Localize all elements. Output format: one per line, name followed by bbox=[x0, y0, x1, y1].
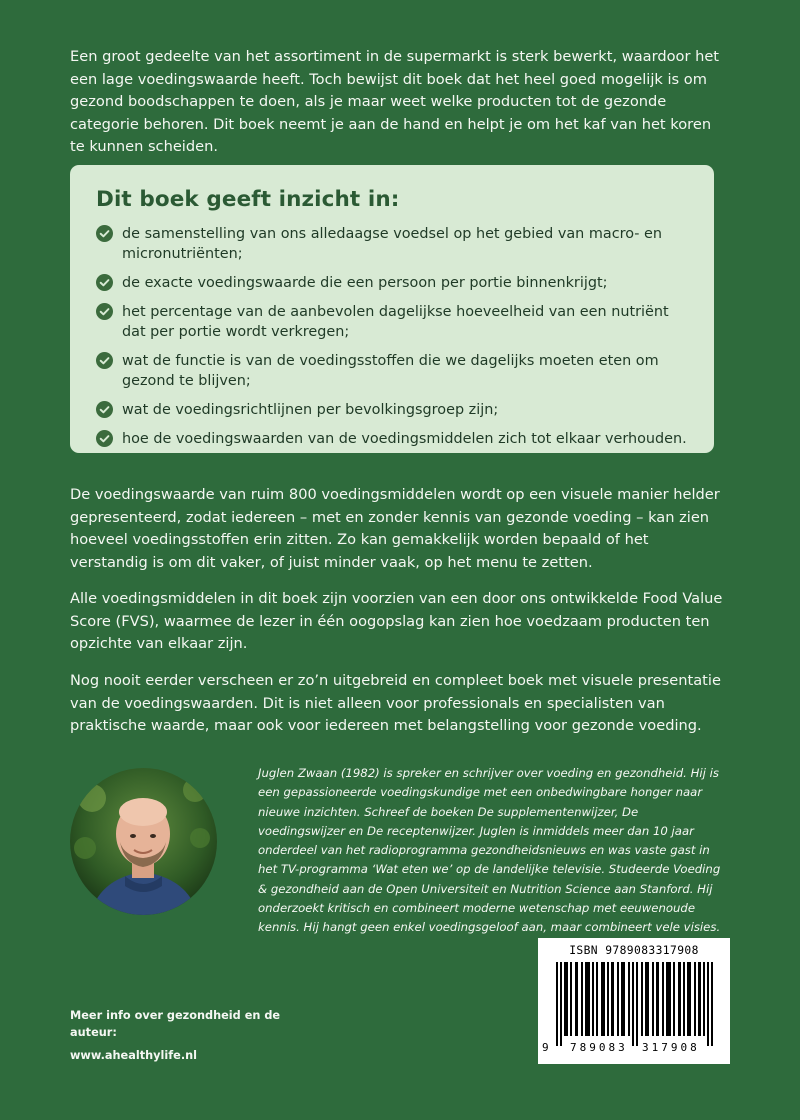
isbn-digit-first: 9 bbox=[542, 1041, 549, 1054]
insight-text: de samenstelling van ons alledaagse voedsel op het gebied van macro- en micronutriënten; bbox=[122, 226, 663, 262]
fvs-paragraph: Alle voedingsmiddelen in dit boek zijn voorzien van een door ons ontwikkelde Food Value Score (FVS), waarmee de lezer in één oogopslag kan zien hoe voedzaam producten ten opzichte van elkaar zijn. bbox=[70, 590, 723, 652]
website-link[interactable]: www.ahealthylife.nl bbox=[70, 1049, 198, 1062]
author-bio: Juglen Zwaan (1982) is spreker en schrijver over voeding en gezondheid. Hij is een gepassioneerde voedingskundige met een onbedwingbare honger naar nieuwe inzichten. Schreef de boeken De supplementenwijzer, De voedingswijzer en De receptenwijzer. Juglen is inmiddels meer dan 10 jaar onderdeel van het radioprogramma gezondheidsnieuws en was vaste gast in het TV-programma ‘Wat eten we’ op de landelijke televisie. Studeerde Voeding & gezondheid aan de Open Universiteit en Nutrition Science aan Stanford. Hij onderzoekt kritisch en combineert moderne wetenschap met eeuwenoude kennis. Hij hangt geen enkel voedingsgeloof aan, maar combineert vele visies. bbox=[258, 766, 721, 935]
insight-text: de exacte voedingswaarde die een persoon per portie binnenkrijgt; bbox=[122, 275, 608, 291]
intro-paragraph: Een groot gedeelte van het assortiment in de supermarkt is sterk bewerkt, waardoor het een lage voedingswaarde heeft. Toch bewijst dit boek dat het heel goed mogelijk is om gezond boodschappen te doen, als je maar weet welke producten tot de gezonde categorie behoren. Dit boek neemt je aan de hand en helpt je om het kaf van het koren te kunnen scheiden. bbox=[70, 48, 720, 155]
closing-paragraph: Nog nooit eerder verscheen er zo’n uitgebreid en compleet boek met visuele presentatie van de voedingswaarden. Dit is niet alleen voor professionals en specialisten van praktische waarde, maar ook voor iedereen met belangstelling voor gezonde voeding. bbox=[70, 672, 721, 734]
check-circle-icon bbox=[96, 430, 113, 447]
insight-item bbox=[96, 273, 688, 293]
insight-text: wat de functie is van de voedingsstoffen die we dagelijks moeten eten om gezond te blijven; bbox=[122, 353, 659, 389]
isbn-digits-left: 789083 bbox=[570, 1041, 628, 1054]
insight-item bbox=[96, 302, 688, 342]
insight-text: wat de voedingsrichtlijnen per bevolkingsgroep zijn; bbox=[122, 402, 499, 418]
insight-item bbox=[96, 429, 688, 449]
check-circle-icon bbox=[96, 225, 113, 242]
insight-list bbox=[96, 224, 688, 449]
barcode-bars bbox=[544, 962, 724, 1046]
isbn-digits-right: 317908 bbox=[642, 1041, 700, 1054]
insight-title: Dit boek geeft inzicht in: bbox=[96, 187, 400, 212]
insight-item bbox=[96, 400, 688, 420]
more-info-text: Meer info over gezondheid en de auteur: bbox=[70, 1009, 281, 1039]
isbn-label: ISBN 9789083317908 bbox=[569, 944, 699, 957]
insight-text: het percentage van de aanbevolen dagelijkse hoeveelheid van een nutriënt dat per portie wordt verkregen; bbox=[122, 304, 669, 340]
insight-box bbox=[70, 165, 714, 453]
description-paragraph: De voedingswaarde van ruim 800 voedingsmiddelen wordt op een visuele manier helder gepresenteerd, zodat iedereen – met en zonder kennis van gezonde voeding – kan zien hoeveel voedingsstoffen erin zitten. Zo kan gemakkelijk worden bepaald of het verstandig is om dit vaker, of juist minder vaak, op het menu te zetten. bbox=[70, 486, 720, 571]
check-circle-icon bbox=[96, 274, 113, 291]
isbn-barcode bbox=[538, 938, 730, 1064]
check-circle-icon bbox=[96, 401, 113, 418]
author-photo bbox=[70, 768, 217, 915]
insight-item bbox=[96, 224, 688, 264]
check-circle-icon bbox=[96, 352, 113, 369]
check-circle-icon bbox=[96, 303, 113, 320]
insight-text: hoe de voedingswaarden van de voedingsmiddelen zich tot elkaar verhouden. bbox=[122, 431, 687, 447]
insight-item bbox=[96, 351, 688, 391]
